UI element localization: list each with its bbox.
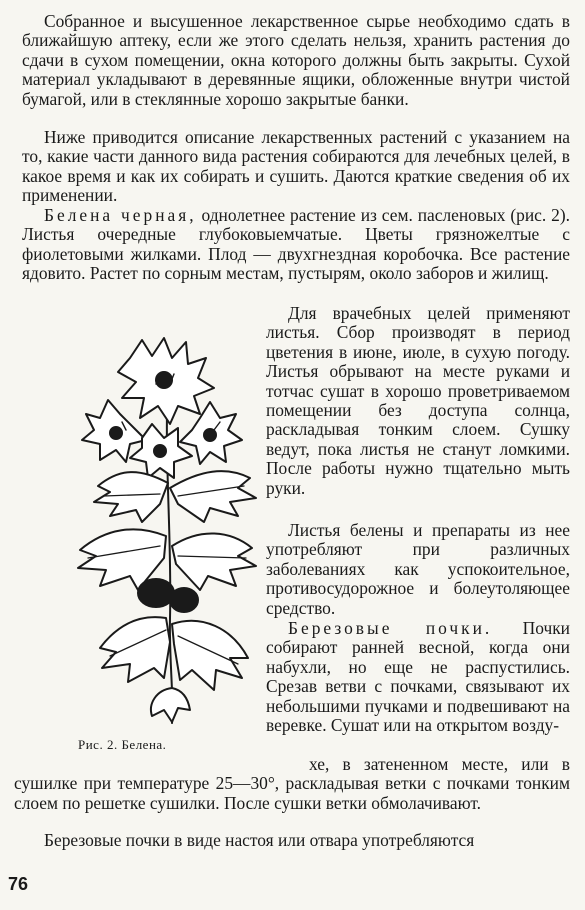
paragraph-birch-use: Березовые почки в виде настоя или отвара употребляются: [44, 830, 475, 850]
paragraph-belena-use: Листья белены и препараты из нее употребляют при различных заболеваниях как успокоительное, противосудорожное и болеутоляющее средство.: [266, 520, 570, 618]
flower-cluster: [82, 338, 242, 478]
paragraph-storage: Собранное и высушенное лекарственное сырье необходимо сдать в ближайшую аптеку, если же этого сделать нельзя, хранить растения до сдачи в сухом помещении, окна которого должны быть закрыты. Сухой материал укладывают в деревянные ящики, обложенные внутри чистой бумагой, или в стеклянные хорошо закрытые банки.: [22, 11, 570, 109]
paragraph-birch-buds: [266, 619, 570, 735]
paragraph-belena-description: [22, 206, 570, 284]
figure-caption: Рис. 2. Белена.: [78, 737, 167, 752]
term-birch-buds: Березовые почки.: [288, 618, 493, 638]
paragraph-birch-drying: хе, в затененном месте, или в сушилке при температуре 25—30°, раскладывая ветки с почками тонким слоем по решетке сушилки. После сушки ветки обмолачивают.: [14, 754, 570, 813]
birch-buds-text: Почки собирают ранней весной, когда они набухли, но еще не распустились. Срезав ветви с почками, связывают их небольшими пучками и подвешивают на веревке. Сушат или на открытом возду-: [266, 618, 570, 736]
leaves: [78, 471, 256, 722]
page-number: 76: [8, 874, 29, 894]
term-belena: Белена черная,: [44, 205, 197, 225]
henbane-illustration: [60, 318, 270, 728]
paragraph-intro: Ниже приводится описание лекарственных растений с указанием на то, какие части данного вида растения собираются для лечебных целей, в какое время и как их собирать и сушить. Даются краткие сведения об их применении.: [22, 127, 570, 206]
paragraph-belena-collection: Для врачебных целей применяют листья. Сбор производят в период цветения в июне, июле, в сухую погоду. Листья обрывают на месте руками и тотчас сушат в хорошо проветриваемом помещении без доступа солнца, раскладывая тонким слоем. Сушку ведут, пока листья не станут ломкими. После работы нужно тщательно мыть руки.: [266, 303, 570, 498]
belena-description-text: однолетнее растение из сем. пасленовых (рис. 2). Листья очередные глубоковыемчатые. Цветы грязножелтые с фиолетовыми жилками. Плод — двухгнездная коробочка. Все растение ядовито. Растет по сорным местам, пустырям, около заборов и жилищ.: [22, 205, 570, 284]
